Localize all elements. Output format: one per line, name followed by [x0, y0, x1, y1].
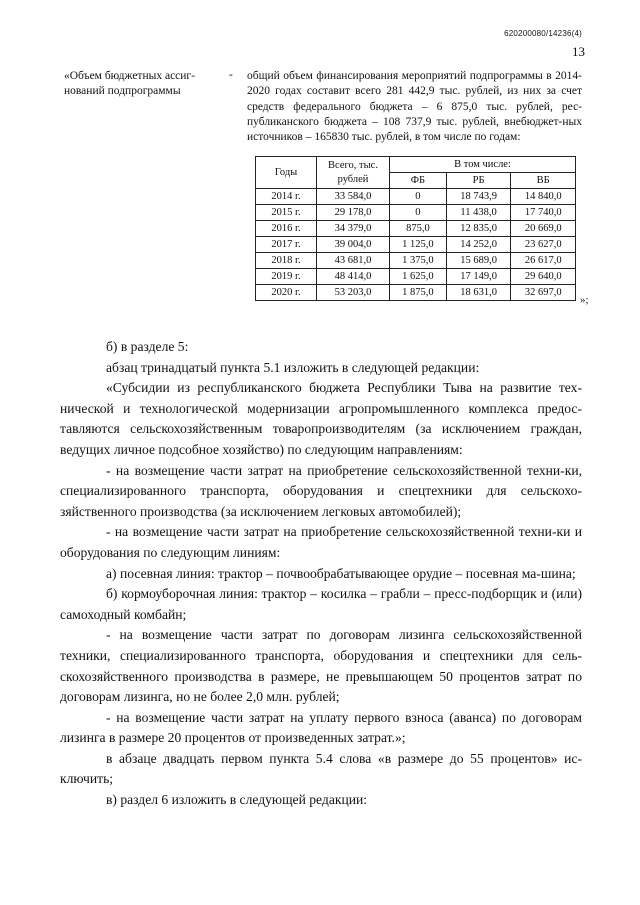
- header-fb: ФБ: [390, 173, 447, 189]
- document-number: 620200080/14236(4): [504, 29, 582, 38]
- page-number: 13: [572, 44, 585, 59]
- passport-text: общий объем финансирования мероприятий подпрограммы в 2014-2020 годах составит всего 281 442,9 тыс. рублей, из них за счет средств федерального бюджета – 6 875,0 тыс. рублей, рес-публиканского бюджета – 108 737,9 тыс. рублей, внебюджет-ных источников – 165830 тыс. рублей, в том числе по годам:: [247, 70, 582, 144]
- table-row: [256, 205, 576, 221]
- passport-label: «Объем бюджетных ассиг-нований подпрограммы: [64, 70, 195, 98]
- cell-vb: 14 840,0: [511, 189, 576, 205]
- cell-rb: 12 835,0: [446, 221, 511, 237]
- paragraph-item-lines: - на возмещение части затрат на приобретение сельскохозяйственной техни-ки и оборудования по следующим линиям:: [60, 524, 582, 560]
- cell-vb: 23 627,0: [511, 237, 576, 253]
- cell-year: 2018 г.: [256, 253, 317, 269]
- table-row: [256, 269, 576, 285]
- cell-total: 39 004,0: [317, 237, 390, 253]
- cell-vb: 17 740,0: [511, 205, 576, 221]
- paragraph-section-6: в) раздел 6 изложить в следующей редакции:: [106, 792, 368, 808]
- table-row: [256, 253, 576, 269]
- table-row: [256, 285, 576, 301]
- cell-rb: 17 149,0: [446, 269, 511, 285]
- cell-vb: 29 640,0: [511, 269, 576, 285]
- header-including: В том числе:: [390, 157, 576, 173]
- paragraph-item-advance: - на возмещение части затрат на уплату первого взноса (аванса) по договорам лизинга в размере 20 процентов от произведенных затрат.»;: [60, 709, 582, 746]
- cell-year: 2015 г.: [256, 205, 317, 221]
- header-years: Годы: [256, 157, 317, 189]
- cell-rb: 18 743,9: [446, 189, 511, 205]
- paragraph-line-sowing: а) посевная линия: трактор – почвообрабатывающее орудие – посевная ма-шина;: [106, 565, 576, 581]
- cell-rb: 15 689,0: [446, 253, 511, 269]
- paragraph-amendment-intro: абзац тринадцатый пункта 5.1 изложить в следующей редакции:: [106, 359, 480, 375]
- cell-total: 53 203,0: [317, 285, 390, 301]
- header-total: Всего, тыс. рублей: [317, 157, 390, 189]
- cell-fb: 0: [390, 189, 447, 205]
- paragraph-section-b: б) в разделе 5:: [106, 339, 189, 354]
- cell-year: 2017 г.: [256, 237, 317, 253]
- cell-total: 43 681,0: [317, 253, 390, 269]
- cell-rb: 18 631,0: [446, 285, 511, 301]
- cell-total: 48 414,0: [317, 269, 390, 285]
- table-header-row: [256, 157, 576, 173]
- cell-year: 2019 г.: [256, 269, 317, 285]
- header-vb: ВБ: [511, 173, 576, 189]
- cell-fb: 1 125,0: [390, 237, 447, 253]
- table-row: [256, 189, 576, 205]
- cell-vb: 26 617,0: [511, 253, 576, 269]
- cell-fb: 1 625,0: [390, 269, 447, 285]
- body-text: [60, 337, 582, 811]
- cell-year: 2014 г.: [256, 189, 317, 205]
- table-row: [256, 221, 576, 237]
- financing-table: [255, 156, 576, 301]
- cell-fb: 875,0: [390, 221, 447, 237]
- cell-fb: 0: [390, 205, 447, 221]
- cell-total: 34 379,0: [317, 221, 390, 237]
- cell-vb: 20 669,0: [511, 221, 576, 237]
- paragraph-delete-words: в абзаце двадцать первом пункта 5.4 слова «в размере до 55 процентов» ис-ключить;: [60, 750, 582, 787]
- cell-total: 29 178,0: [317, 205, 390, 221]
- cell-fb: 1 875,0: [390, 285, 447, 301]
- paragraph-item-machinery: - на возмещение части затрат на приобретение сельскохозяйственной техни-ки, специализированного транспорта, оборудования и спецтехники для сельскохо-зяйственного производства (за исключением легковых автомобилей);: [60, 462, 582, 519]
- cell-rb: 11 438,0: [446, 205, 511, 221]
- passport-dash: -: [229, 69, 233, 81]
- cell-year: 2016 г.: [256, 221, 317, 237]
- cell-rb: 14 252,0: [446, 237, 511, 253]
- cell-fb: 1 375,0: [390, 253, 447, 269]
- paragraph-item-leasing: - на возмещение части затрат по договорам лизинга сельскохозяйственной техники, специализированного транспорта, оборудования и спецтехники для сель-скохозяйственного производства в размере, не превышающем 50 процентов затрат по договорам лизинга, но не более 2,0 млн. рублей;: [60, 627, 582, 705]
- header-rb: РБ: [446, 173, 511, 189]
- cell-vb: 32 697,0: [511, 285, 576, 301]
- cell-year: 2020 г.: [256, 285, 317, 301]
- paragraph-line-forage: б) кормоуборочная линия: трактор – косилка – грабли – пресс-подборщик и (или) самоходный комбайн;: [60, 586, 582, 622]
- table-closing-quote: »;: [580, 294, 589, 306]
- cell-total: 33 584,0: [317, 189, 390, 205]
- table-row: [256, 237, 576, 253]
- paragraph-subsidies: «Субсидии из республиканского бюджета Республики Тыва на развитие тех-нической и технологической модернизации агропромышленного комплекса предос-тавляются сельскохозяйственным товаропроизводителям (за исключением граждан, ведущих личное подсобное хозяйство) по следующим направлениям:: [60, 380, 582, 457]
